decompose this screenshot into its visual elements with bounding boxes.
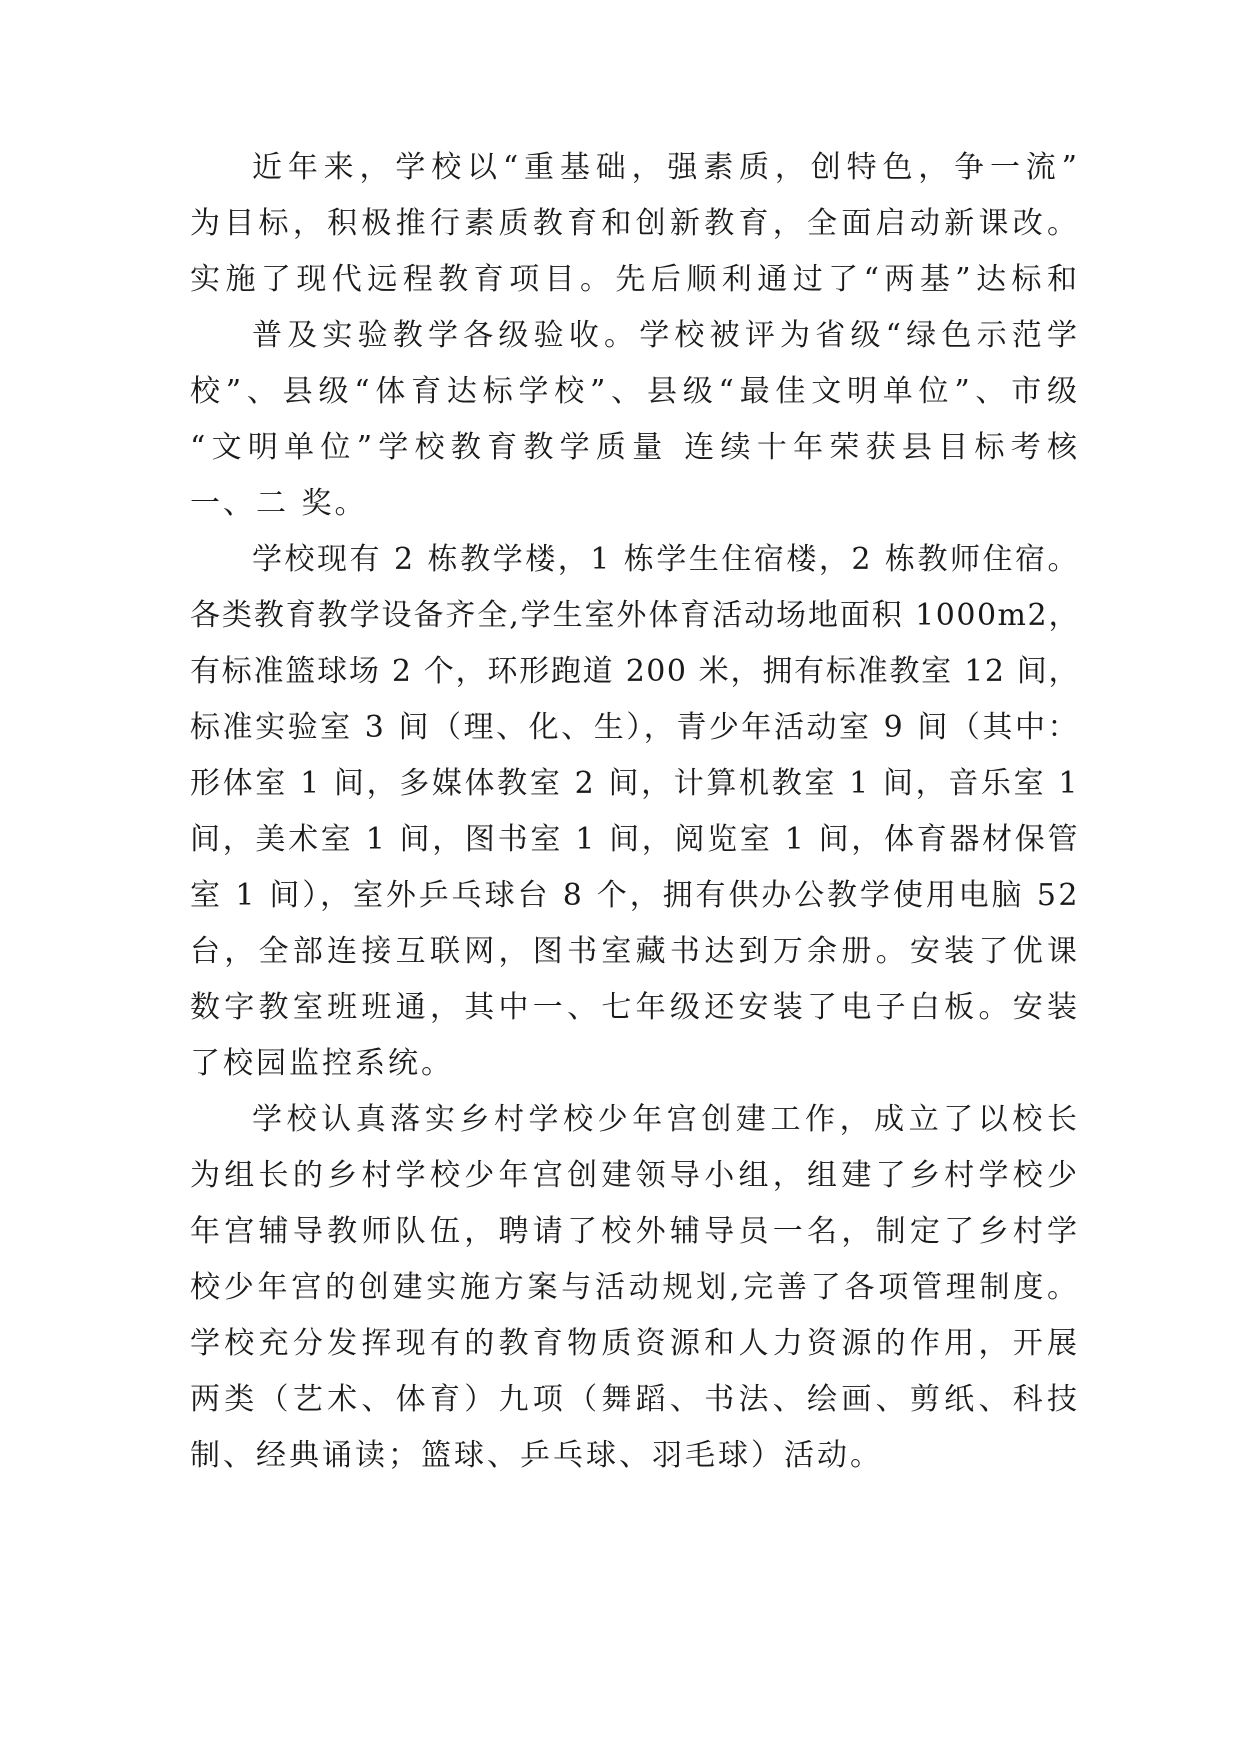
paragraph-line: 年宫辅导教师队伍，聘请了校外辅导员一名，制定了乡村学 bbox=[190, 1214, 1080, 1249]
paragraph-line: “文明单位”学校教育教学质量 连续十年荣获县目标考核 bbox=[190, 430, 1080, 465]
paragraph-line: 两类（艺术、体育）九项（舞蹈、书法、绘画、剪纸、科技 bbox=[190, 1382, 1080, 1417]
paragraph-line: 实施了现代远程教育项目。先后顺利通过了“两基”达标和 bbox=[190, 262, 1080, 297]
paragraph-line: 一、二 奖。 bbox=[190, 486, 368, 521]
paragraph-line: 间，美术室 1 间，图书室 1 间，阅览室 1 间，体育器材保管 bbox=[190, 822, 1080, 857]
paragraph-line: 学校认真落实乡村学校少年宫创建工作，成立了以校长 bbox=[252, 1102, 1080, 1137]
paragraph-line: 形体室 1 间，多媒体教室 2 间，计算机教室 1 间，音乐室 1 bbox=[190, 766, 1080, 801]
paragraph-line: 学校现有 2 栋教学楼，1 栋学生住宿楼，2 栋教师住宿。 bbox=[252, 542, 1080, 577]
paragraph-line: 了校园监控系统。 bbox=[190, 1046, 454, 1081]
paragraph-line: 各类教育教学设备齐全,学生室外体育活动场地面积 1000m2， bbox=[190, 598, 1080, 633]
paragraph-line: 为组长的乡村学校少年宫创建领导小组，组建了乡村学校少 bbox=[190, 1158, 1080, 1193]
paragraph-line: 为目标，积极推行素质教育和创新教育，全面启动新课改。 bbox=[190, 206, 1080, 241]
paragraph-line: 学校充分发挥现有的教育物质资源和人力资源的作用，开展 bbox=[190, 1326, 1080, 1361]
paragraph-line: 校”、县级“体育达标学校”、县级“最佳文明单位”、市级 bbox=[190, 374, 1080, 409]
paragraph-line: 制、经典诵读；篮球、乒乓球、羽毛球）活动。 bbox=[190, 1438, 883, 1473]
paragraph-line: 室 1 间），室外乒乓球台 8 个，拥有供办公教学使用电脑 52 bbox=[190, 878, 1080, 913]
paragraph-line: 近年来，学校以“重基础，强素质，创特色，争一流” bbox=[252, 150, 1080, 185]
paragraph-line: 数字教室班班通，其中一、七年级还安装了电子白板。安装 bbox=[190, 990, 1080, 1025]
paragraph-line: 标准实验室 3 间（理、化、生），青少年活动室 9 间（其中： bbox=[190, 710, 1080, 745]
paragraph-line: 台，全部连接互联网，图书室藏书达到万余册。安装了优课 bbox=[190, 934, 1080, 969]
paragraph-line: 有标准篮球场 2 个，环形跑道 200 米，拥有标准教室 12 间， bbox=[190, 654, 1080, 689]
paragraph-line: 校少年宫的创建实施方案与活动规划,完善了各项管理制度。 bbox=[190, 1270, 1080, 1305]
paragraph-line: 普及实验教学各级验收。学校被评为省级“绿色示范学 bbox=[252, 318, 1080, 353]
